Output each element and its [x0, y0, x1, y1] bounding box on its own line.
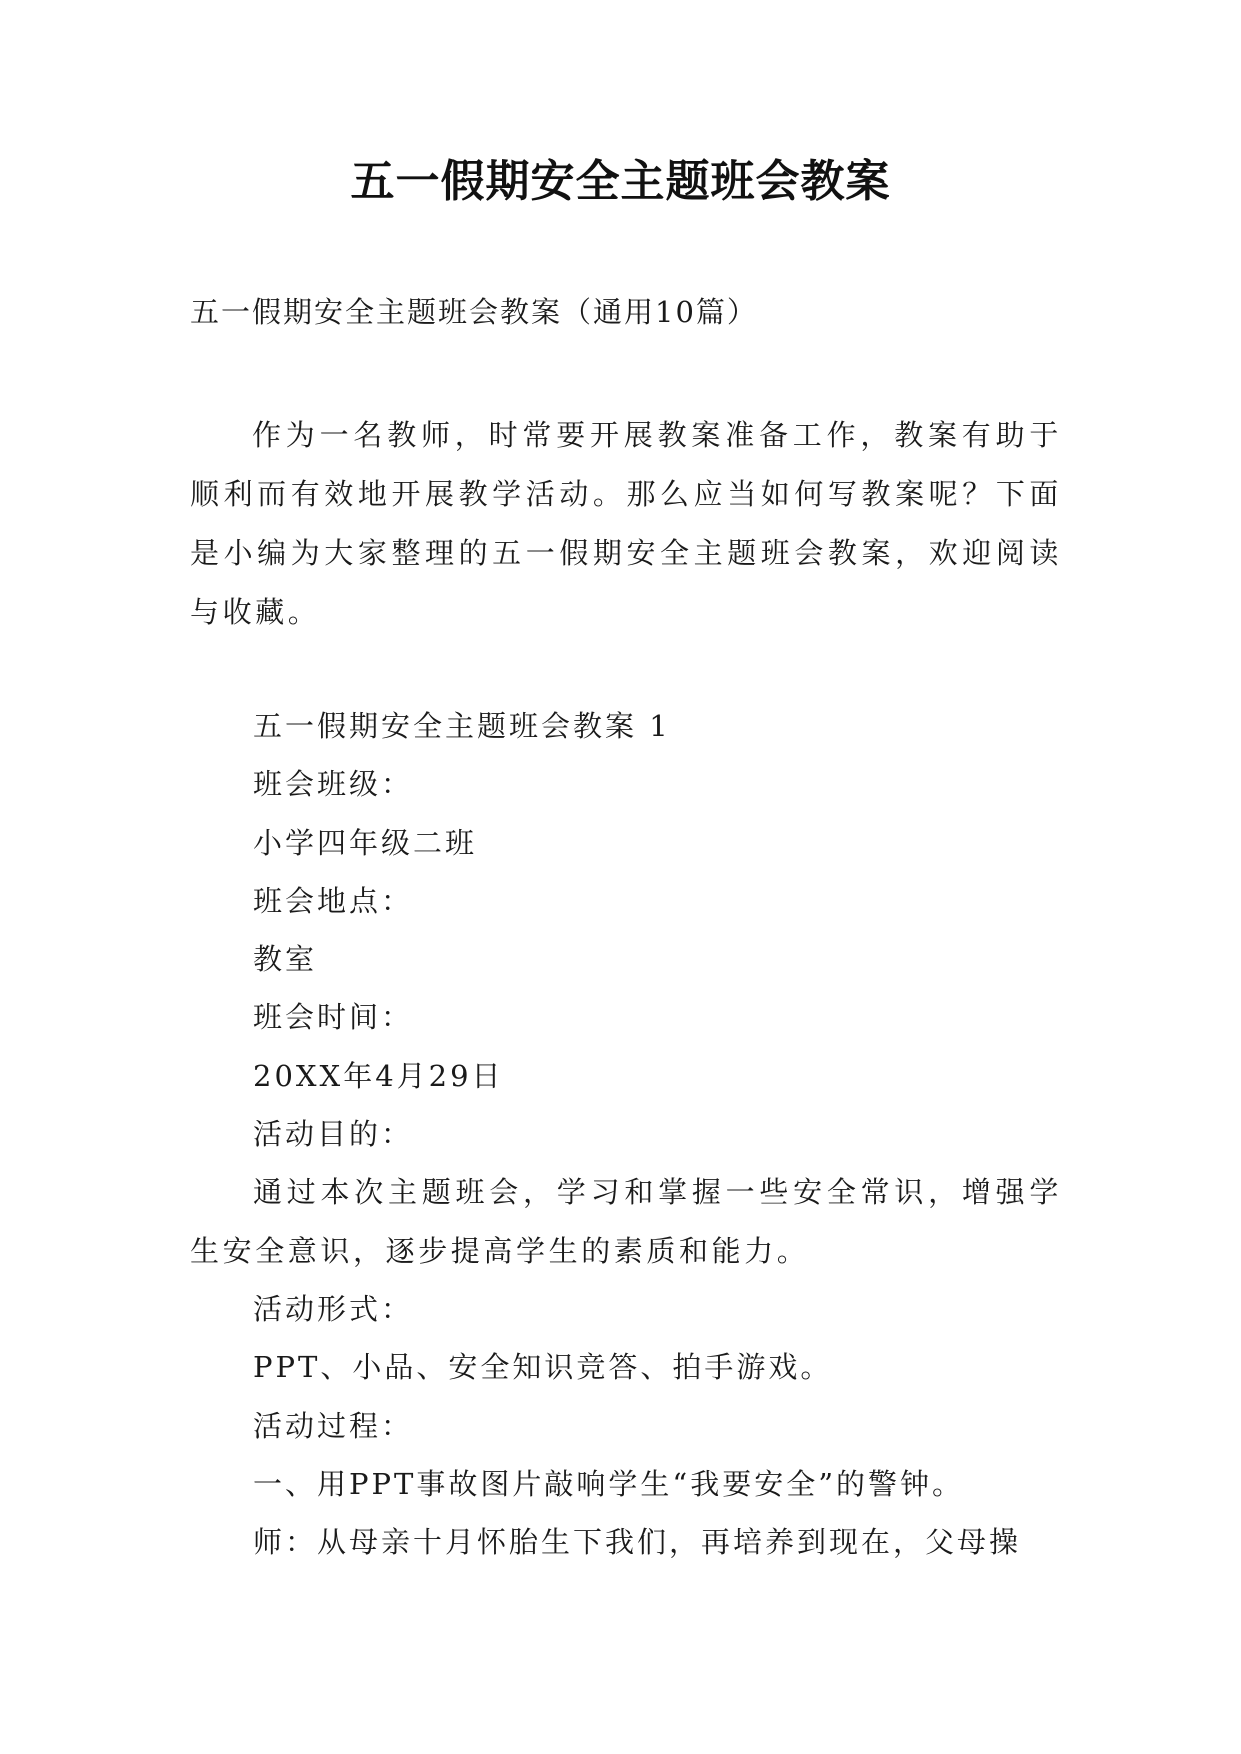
document-subtitle: 五一假期安全主题班会教案（通用10篇）	[190, 295, 758, 329]
section-1	[190, 697, 1062, 1571]
form-value: PPT、小品、安全知识竞答、拍手游戏。	[253, 1350, 833, 1385]
process-label: 活动过程：	[253, 1408, 414, 1443]
class-label: 班会班级：	[253, 767, 414, 802]
location-value: 教室	[253, 942, 318, 977]
section-heading: 五一假期安全主题班会教案 1	[253, 709, 671, 743]
time-label: 班会时间：	[253, 1000, 414, 1035]
intro-paragraph: 作为一名教师，时常要开展教案准备工作，教案有助于顺利而有效地开展教学活动。那么应当如何写教案呢？下面是小编为大家整理的五一假期安全主题班会教案，欢迎阅读与收藏。	[190, 418, 1062, 629]
teacher-line: 师：从母亲十月怀胎生下我们，再培养到现在，父母操	[253, 1525, 1022, 1560]
location-label: 班会地点：	[253, 883, 414, 918]
form-label: 活动形式：	[253, 1291, 414, 1326]
purpose-text: 通过本次主题班会，学习和掌握一些安全常识，增强学生安全意识，逐步提高学生的素质和能力。	[190, 1175, 1062, 1268]
process-step-1: 一、用PPT事故图片敲响学生“我要安全”的警钟。	[253, 1466, 965, 1501]
document-title: 五一假期安全主题班会教案	[350, 156, 891, 207]
class-value: 小学四年级二班	[253, 825, 478, 860]
purpose-label: 活动目的：	[253, 1117, 414, 1152]
time-value: 20XX年4月29日	[253, 1058, 504, 1093]
